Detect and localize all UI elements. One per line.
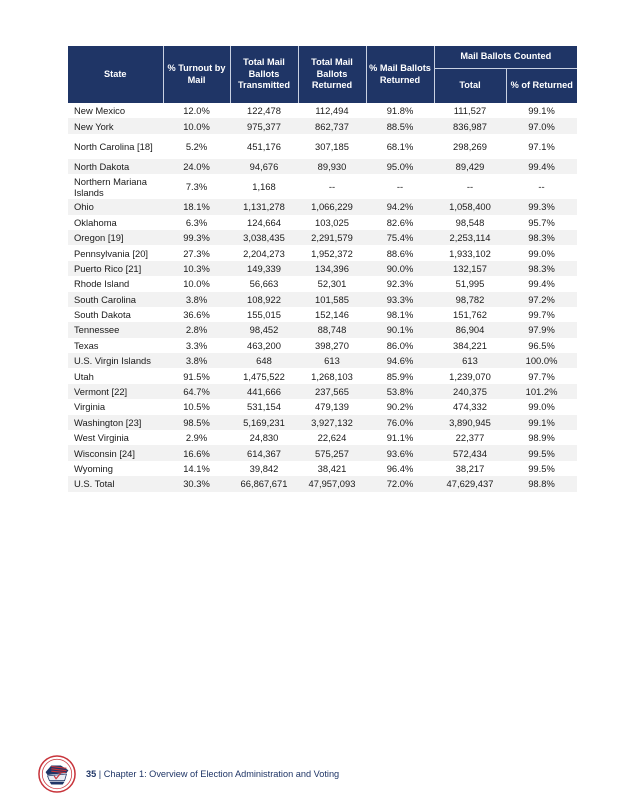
table-row [68,307,577,322]
cell-total-returned: -- [328,181,336,193]
cell-counted-total: 298,269 [453,140,487,152]
table-row [68,245,577,260]
cell-pct-returned: 91.8% [386,105,414,117]
mail-ballots-table [68,46,577,492]
table-row [68,476,577,491]
cell-turnout-by-mail: 10.3% [163,261,230,276]
cell-total-returned: 112,494 [315,105,349,117]
table-row [68,215,577,230]
cell-turnout-by-mail: 27.3% [183,247,210,259]
table-row [68,103,577,118]
cell-total-returned: 1,066,229 [298,199,366,214]
cell-total-returned: 613 [298,353,366,368]
table-row [68,445,577,460]
cell-counted-total: 240,375 [434,384,506,399]
cell-state: Washington [23] [68,415,163,430]
cell-total-returned: 307,185 [315,140,349,152]
cell-total-returned: 22,624 [317,432,347,444]
cell-pct-returned: 98.1% [386,309,414,321]
table-row [68,174,577,199]
cell-counted-total: -- [466,181,474,193]
cell-counted-total: 89,429 [434,159,506,174]
cell-total-returned: 237,565 [298,384,366,399]
cell-counted-pct: 99.4% [506,159,577,174]
header-mail-ballots-counted: Mail Ballots Counted [434,46,577,69]
cell-counted-total: 22,377 [455,432,485,444]
cell-total-transmitted: 66,867,671 [230,476,298,491]
cell-total-transmitted: 98,452 [230,322,298,337]
cell-counted-pct: 98.9% [528,432,555,444]
cell-pct-returned: 90.0% [366,261,434,276]
cell-total-transmitted: 1,131,278 [230,199,298,214]
cell-total-returned: 47,957,093 [298,476,366,491]
cell-pct-returned: 82.6% [386,216,414,228]
cell-total-transmitted: 24,830 [249,432,279,444]
eac-seal-icon [38,755,76,793]
cell-counted-pct: 97.7% [528,370,555,382]
cell-state: Texas [74,339,99,351]
cell-state: U.S. Total [68,476,163,491]
cell-counted-pct: 99.0% [528,247,555,259]
cell-total-returned: 862,737 [298,118,366,133]
cell-total-returned: 2,291,579 [298,230,366,245]
cell-total-transmitted: 2,204,273 [243,247,285,259]
table-row [68,368,577,383]
cell-total-transmitted: 614,367 [230,445,298,460]
cell-total-returned: 479,139 [315,401,349,413]
cell-counted-total: 384,221 [453,339,487,351]
cell-pct-returned: 96.4% [386,463,414,474]
table-body [68,103,577,492]
header-turnout-by-mail: % Turnout by Mail [163,46,230,103]
cell-counted-pct: 99.1% [528,105,555,117]
cell-counted-pct: 100.0% [506,353,577,368]
cell-total-transmitted: 5,169,231 [230,415,298,430]
cell-turnout-by-mail: 3.8% [163,353,230,368]
cell-pct-returned: 90.2% [386,401,414,413]
cell-counted-pct: 97.0% [506,118,577,133]
table-row [68,353,577,368]
cell-total-returned: 1,268,103 [311,370,353,382]
table-row [68,338,577,353]
cell-total-transmitted: 451,176 [247,140,281,152]
cell-total-transmitted: 94,676 [230,159,298,174]
header-total-transmitted: Total Mail Ballots Transmitted [230,46,298,103]
cell-total-returned: 101,585 [298,292,366,307]
cell-turnout-by-mail: 91.5% [183,370,210,382]
cell-turnout-by-mail: 10.0% [163,118,230,133]
table-row [68,384,577,399]
cell-counted-pct: 97.1% [528,140,555,152]
cell-pct-returned: 88.6% [386,247,414,259]
cell-state: Wyoming [74,463,113,474]
cell-total-transmitted: 122,478 [247,105,281,117]
cell-total-transmitted: 155,015 [247,309,281,321]
cell-turnout-by-mail: 6.3% [185,216,208,228]
table-row [68,199,577,214]
cell-state: Puerto Rico [21] [68,261,163,276]
mail-ballots-table-container [68,46,577,492]
cell-state: West Virginia [74,432,129,444]
cell-pct-returned: 93.6% [366,445,434,460]
cell-turnout-by-mail: 2.9% [185,432,208,444]
cell-state: Oregon [19] [68,230,163,245]
cell-state: Tennessee [68,322,163,337]
cell-pct-returned: 75.4% [366,230,434,245]
page-number: 35 [86,769,97,779]
footer-separator: | [96,769,104,779]
table-row [68,415,577,430]
cell-state: Utah [74,370,94,382]
cell-total-returned: 89,930 [298,159,366,174]
cell-total-returned: 103,025 [315,216,349,228]
cell-pct-returned: 94.6% [366,353,434,368]
cell-pct-returned: 88.5% [366,118,434,133]
cell-total-returned: 398,270 [315,339,349,351]
cell-counted-pct: 99.7% [528,309,555,321]
cell-counted-pct: 98.3% [506,261,577,276]
cell-counted-total: 2,253,114 [434,230,506,245]
cell-pct-returned: 68.1% [386,140,414,152]
header-counted-pct-of-returned: % of Returned [506,69,577,103]
table-row [68,230,577,245]
cell-pct-returned: 72.0% [366,476,434,491]
cell-state: North Carolina [18] [74,140,153,152]
cell-pct-returned: 53.8% [366,384,434,399]
cell-turnout-by-mail: 12.0% [183,105,210,117]
cell-total-transmitted: 1,475,522 [243,370,285,382]
cell-total-transmitted: 108,922 [230,292,298,307]
cell-total-transmitted: 56,663 [249,278,279,290]
cell-counted-pct: 99.3% [506,199,577,214]
header-state: State [68,46,163,103]
table-row [68,134,577,159]
cell-turnout-by-mail: 30.3% [163,476,230,491]
cell-total-transmitted: 1,168 [252,181,276,193]
table-row [68,399,577,414]
cell-total-transmitted: 531,154 [247,401,281,413]
cell-pct-returned: 95.0% [366,159,434,174]
cell-turnout-by-mail: 7.3% [185,181,208,193]
footer-text [86,769,339,779]
cell-state: Pennsylvania [20] [74,247,149,259]
cell-counted-pct: 98.3% [506,230,577,245]
cell-total-transmitted: 149,339 [230,261,298,276]
cell-total-transmitted: 648 [230,353,298,368]
table-row [68,159,577,174]
cell-state: U.S. Virgin Islands [68,353,163,368]
table-row [68,461,577,476]
cell-counted-pct: 99.4% [528,278,555,290]
cell-total-returned: 134,396 [298,261,366,276]
cell-counted-pct: 96.5% [528,339,555,351]
cell-turnout-by-mail: 10.0% [183,278,210,290]
cell-counted-total: 1,058,400 [434,199,506,214]
cell-counted-total: 98,782 [434,292,506,307]
cell-counted-pct: 99.5% [528,463,555,474]
cell-state: South Carolina [68,292,163,307]
cell-turnout-by-mail: 16.6% [163,445,230,460]
cell-counted-total: 86,904 [434,322,506,337]
cell-counted-total: 47,629,437 [434,476,506,491]
cell-turnout-by-mail: 2.8% [163,322,230,337]
cell-total-transmitted: 975,377 [230,118,298,133]
cell-total-transmitted: 3,038,435 [230,230,298,245]
table-row [68,276,577,291]
cell-turnout-by-mail: 36.6% [183,309,210,321]
cell-turnout-by-mail: 18.1% [163,199,230,214]
cell-state: South Dakota [74,309,131,321]
cell-counted-pct: -- [538,181,545,193]
cell-turnout-by-mail: 5.2% [185,140,208,152]
cell-pct-returned: 76.0% [366,415,434,430]
cell-turnout-by-mail: 99.3% [163,230,230,245]
table-row [68,430,577,445]
cell-counted-total: 572,434 [434,445,506,460]
cell-state: Virginia [74,401,106,413]
cell-turnout-by-mail: 14.1% [183,463,210,474]
page-footer [38,754,339,794]
cell-state: Rhode Island [74,278,130,290]
cell-total-returned: 1,952,372 [311,247,353,259]
table-header [68,46,577,103]
cell-turnout-by-mail: 64.7% [163,384,230,399]
cell-total-returned: 3,927,132 [298,415,366,430]
cell-pct-returned: 91.1% [386,432,414,444]
cell-state: Vermont [22] [68,384,163,399]
cell-turnout-by-mail: 24.0% [163,159,230,174]
cell-pct-returned: 85.9% [386,370,414,382]
cell-counted-total: 38,217 [455,463,485,474]
cell-turnout-by-mail: 98.5% [163,415,230,430]
cell-counted-pct: 97.9% [506,322,577,337]
cell-turnout-by-mail: 10.5% [183,401,210,413]
cell-counted-total: 51,995 [455,278,485,290]
cell-counted-total: 132,157 [434,261,506,276]
cell-counted-total: 1,933,102 [449,247,491,259]
cell-total-returned: 88,748 [298,322,366,337]
cell-pct-returned: 94.2% [366,199,434,214]
cell-counted-pct: 95.7% [528,216,555,228]
cell-pct-returned: -- [396,181,404,193]
cell-pct-returned: 93.3% [366,292,434,307]
header-total-returned: Total Mail Ballots Returned [298,46,366,103]
cell-counted-pct: 101.2% [506,384,577,399]
header-counted-total: Total [434,69,506,103]
cell-counted-pct: 99.5% [506,445,577,460]
table-row [68,322,577,337]
cell-pct-returned: 92.3% [386,278,414,290]
cell-total-returned: 152,146 [315,309,349,321]
header-pct-returned: % Mail Ballots Returned [366,46,434,103]
cell-counted-total: 836,987 [434,118,506,133]
cell-total-returned: 575,257 [298,445,366,460]
cell-counted-pct: 99.1% [506,415,577,430]
cell-counted-pct: 98.8% [506,476,577,491]
cell-counted-total: 1,239,070 [449,370,491,382]
table-row [68,118,577,133]
cell-state: North Dakota [68,159,163,174]
cell-counted-total: 474,332 [453,401,487,413]
cell-pct-returned: 86.0% [386,339,414,351]
cell-state: New York [68,118,163,133]
cell-counted-total: 98,548 [455,216,485,228]
cell-total-transmitted: 463,200 [247,339,281,351]
cell-counted-total: 151,762 [453,309,487,321]
chapter-title: Chapter 1: Overview of Election Administration and Voting [103,769,340,779]
cell-pct-returned: 90.1% [366,322,434,337]
cell-state: Oklahoma [74,216,117,228]
cell-state: Northern Mariana Islands [74,175,147,198]
cell-state: Wisconsin [24] [68,445,163,460]
table-row [68,261,577,276]
table-row [68,292,577,307]
cell-counted-total: 3,890,945 [434,415,506,430]
cell-state: Ohio [68,199,163,214]
cell-total-transmitted: 124,664 [247,216,281,228]
cell-turnout-by-mail: 3.8% [163,292,230,307]
cell-turnout-by-mail: 3.3% [185,339,208,351]
cell-total-transmitted: 39,842 [249,463,279,474]
cell-counted-pct: 97.2% [506,292,577,307]
cell-counted-pct: 99.0% [528,401,555,413]
cell-total-returned: 38,421 [317,463,347,474]
cell-counted-total: 111,527 [453,105,487,117]
cell-counted-total: 613 [434,353,506,368]
cell-state: New Mexico [74,105,126,117]
cell-total-transmitted: 441,666 [230,384,298,399]
cell-total-returned: 52,301 [317,278,347,290]
